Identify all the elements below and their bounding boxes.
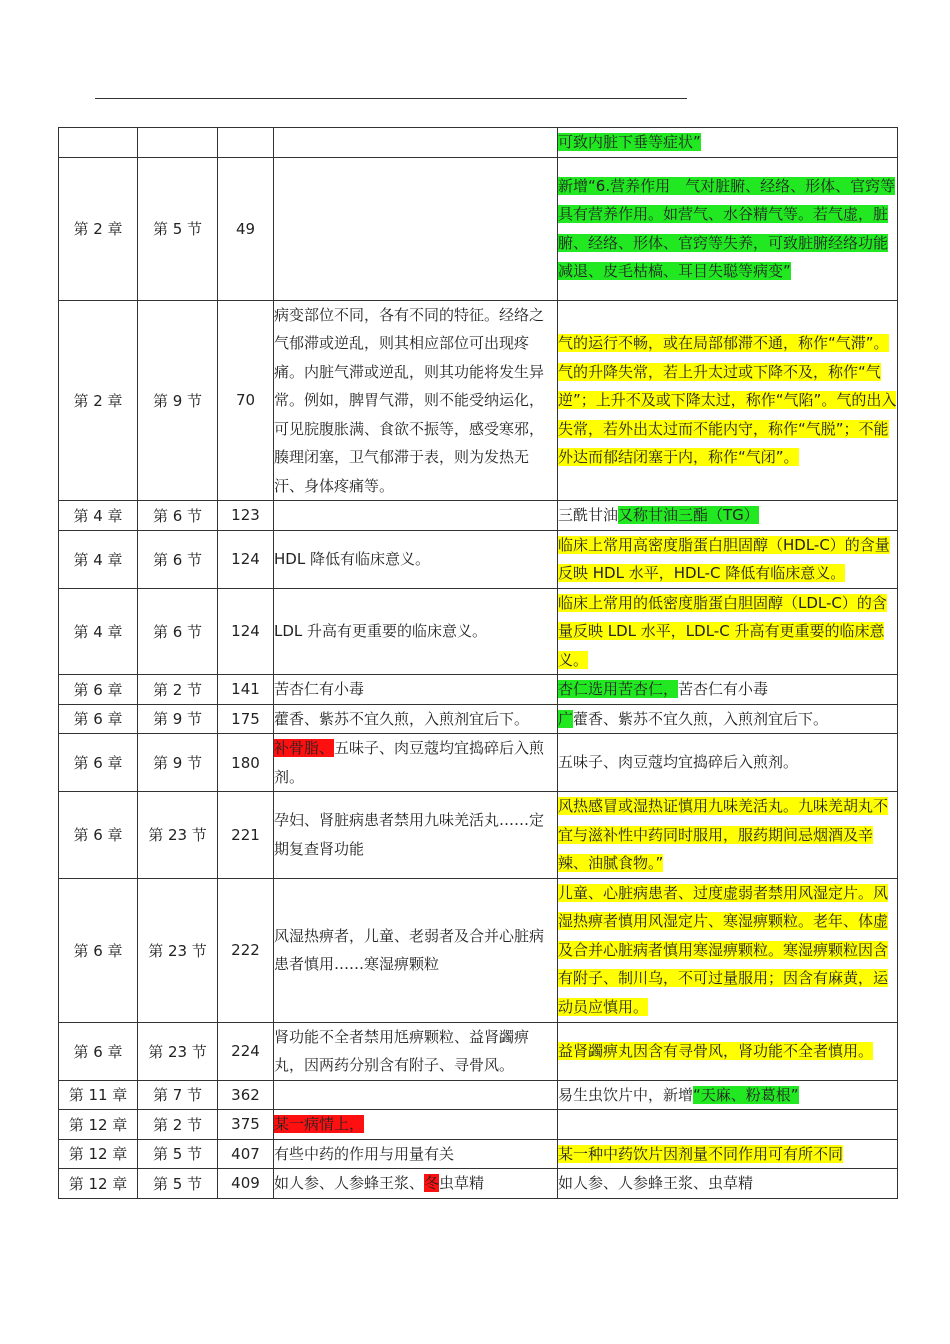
- text-segment: 苦杏仁有小毒: [274, 680, 365, 698]
- revised-text-cell: [558, 1080, 898, 1110]
- page-cell: 409: [218, 1169, 274, 1199]
- header-rule: [95, 98, 687, 99]
- original-text-cell: [274, 530, 558, 588]
- section-cell: 第 6 节: [138, 501, 218, 531]
- page-cell: 221: [218, 792, 274, 879]
- chapter-cell: 第 2 章: [59, 300, 138, 501]
- chapter-cell: 第 11 章: [59, 1080, 138, 1110]
- text-segment: LDL 升高有更重要的临床意义。: [274, 622, 488, 640]
- original-text-cell: [274, 1080, 558, 1110]
- errata-table-body: [59, 128, 898, 1199]
- chapter-cell: 第 6 章: [59, 1022, 138, 1080]
- table-row: [59, 1022, 898, 1080]
- text-segment: 藿香、紫苏不宜久煎，入煎剂宜后下。: [573, 709, 829, 728]
- text-segment: 肾功能不全者禁用尪痹颗粒、益肾蠲痹丸，因两药分别含有附子、寻骨风。: [274, 1027, 530, 1074]
- highlighted-text: 益肾蠲痹丸因含有寻骨风，肾功能不全者慎用。: [558, 1041, 874, 1060]
- section-cell: 第 6 节: [138, 530, 218, 588]
- chapter-cell: 第 12 章: [59, 1169, 138, 1199]
- table-row: [59, 878, 898, 1022]
- table-row: [59, 501, 898, 531]
- text-segment: 五味子、肉豆蔻均宜捣碎后入煎剂。: [274, 739, 545, 786]
- original-text-cell: [274, 588, 558, 675]
- page-cell: 49: [218, 157, 274, 300]
- page-cell: 70: [218, 300, 274, 501]
- original-text-cell: [274, 501, 558, 531]
- text-segment: HDL 降低有临床意义。: [274, 549, 430, 568]
- page-cell: 175: [218, 704, 274, 734]
- section-cell: 第 7 节: [138, 1080, 218, 1110]
- section-cell: 第 9 节: [138, 734, 218, 792]
- text-segment: 易生虫饮片中，新增: [558, 1085, 694, 1104]
- page-cell: 180: [218, 734, 274, 792]
- table-row: [59, 1110, 898, 1140]
- revised-text-cell: [558, 792, 898, 879]
- revised-text-cell: [558, 878, 898, 1022]
- section-cell: [138, 128, 218, 158]
- section-cell: 第 23 节: [138, 878, 218, 1022]
- revised-text-cell: [558, 1110, 898, 1140]
- original-text-cell: [274, 734, 558, 792]
- text-segment: 如人参、人参蜂王浆、虫草精: [558, 1174, 754, 1192]
- highlighted-text: 儿童、心脏病患者、过度虚弱者禁用风湿定片。风湿热痹者慎用风湿定片、寒湿痹颗粒。老年、体虚及合并心脏病者慎用寒湿痹颗粒。寒湿痹颗粒因含有附子、制川乌，不可过量服用；因含有麻黄，运动员应慎用。: [558, 883, 889, 1016]
- original-text-cell: [274, 128, 558, 158]
- text-segment: 三酰甘油: [558, 506, 619, 524]
- table-row: [59, 300, 898, 501]
- section-cell: 第 5 节: [138, 1139, 218, 1169]
- chapter-cell: 第 4 章: [59, 530, 138, 588]
- table-row: [59, 157, 898, 300]
- table-row: [59, 675, 898, 705]
- table-row: [59, 128, 898, 158]
- table-row: [59, 1139, 898, 1169]
- chapter-cell: 第 6 章: [59, 675, 138, 705]
- text-segment: 如人参、人参蜂王浆、: [274, 1174, 425, 1192]
- errata-table: [58, 127, 898, 1199]
- original-text-cell: [274, 300, 558, 501]
- highlighted-text: 杏仁选用苦杏仁，: [558, 680, 679, 698]
- text-segment: 风湿热痹者，儿童、老弱者及合并心脏病患者慎用……寒湿痹颗粒: [274, 926, 545, 973]
- revised-text-cell: [558, 734, 898, 792]
- text-segment: 五味子、肉豆蔻均宜捣碎后入煎剂。: [558, 753, 799, 772]
- revised-text-cell: [558, 1139, 898, 1169]
- highlighted-text: “天麻、粉葛根”: [693, 1085, 799, 1104]
- chapter-cell: [59, 128, 138, 158]
- revised-text-cell: [558, 1022, 898, 1080]
- highlighted-text: 新增“6.营养作用 气对脏腑、经络、形体、官窍等具有营养作用。如营气、水谷精气等。若气虚，脏腑、经络、形体、官窍等失养，可致脏腑经络功能减退、皮毛枯槁、耳目失聪等病变”: [558, 176, 896, 280]
- chapter-cell: 第 6 章: [59, 704, 138, 734]
- highlighted-text: 广: [558, 709, 574, 728]
- chapter-cell: 第 4 章: [59, 501, 138, 531]
- chapter-cell: 第 6 章: [59, 878, 138, 1022]
- original-text-cell: [274, 704, 558, 734]
- highlighted-text: 某一病情上，: [274, 1115, 365, 1133]
- highlighted-text: 临床上常用的低密度脂蛋白胆固醇（LDL-C）的含量反映 LDL 水平，LDL-C 升高有更重要的临床意义。: [558, 593, 887, 669]
- chapter-cell: 第 6 章: [59, 792, 138, 879]
- table-row: [59, 588, 898, 675]
- text-segment: 病变部位不同，各有不同的特征。经络之气郁滞或逆乱，则其相应部位可出现疼痛。内脏气滞或逆乱，则其功能将发生异常。例如，脾胃气滞，则不能受纳运化，可见脘腹胀满、食欲不振等，感受寒邪，腠理闭塞，卫气郁滞于表，则为发热无汗、身体疼痛等。: [274, 305, 545, 495]
- revised-text-cell: [558, 300, 898, 501]
- section-cell: 第 2 节: [138, 1110, 218, 1140]
- table-row: [59, 1169, 898, 1199]
- text-segment: 藿香、紫苏不宜久煎，入煎剂宜后下。: [274, 709, 530, 728]
- chapter-cell: 第 6 章: [59, 734, 138, 792]
- section-cell: 第 5 节: [138, 157, 218, 300]
- highlighted-text: 气的运行不畅，或在局部郁滞不通，称作“气滞”。气的升降失常，若上升太过或下降不及，称作“气逆”；上升不及或下降太过，称作“气陷”。气的出入失常，若外出太过而不能内守，称作“气脱”；不能外达而郁结闭塞于内，称作“气闭”。: [558, 334, 897, 466]
- chapter-cell: 第 12 章: [59, 1110, 138, 1140]
- text-segment: 孕妇、肾脏病患者禁用九味羌活丸……定期复查肾功能: [274, 811, 545, 858]
- section-cell: 第 23 节: [138, 792, 218, 879]
- section-cell: 第 6 节: [138, 588, 218, 675]
- highlighted-text: 风热感冒或湿热证慎用九味羌活丸。九味羌胡丸不宜与滋补性中药同时服用，服药期间忌烟酒及辛辣、油腻食物。”: [558, 797, 889, 872]
- highlighted-text: 可致内脏下垂等症状”: [558, 133, 701, 151]
- text-segment: 有些中药的作用与用量有关: [274, 1144, 455, 1163]
- page-cell: 123: [218, 501, 274, 531]
- table-row: [59, 704, 898, 734]
- original-text-cell: [274, 792, 558, 879]
- section-cell: 第 9 节: [138, 704, 218, 734]
- highlighted-text: 临床上常用高密度脂蛋白胆固醇（HDL-C）的含量反映 HDL 水平，HDL-C 降低有临床意义。: [558, 535, 890, 582]
- revised-text-cell: [558, 530, 898, 588]
- page-cell: 375: [218, 1110, 274, 1140]
- original-text-cell: [274, 878, 558, 1022]
- original-text-cell: [274, 1110, 558, 1140]
- page-cell: 224: [218, 1022, 274, 1080]
- section-cell: 第 5 节: [138, 1169, 218, 1199]
- highlighted-text: 冬: [424, 1174, 440, 1192]
- chapter-cell: 第 2 章: [59, 157, 138, 300]
- chapter-cell: 第 12 章: [59, 1139, 138, 1169]
- section-cell: 第 9 节: [138, 300, 218, 501]
- original-text-cell: [274, 157, 558, 300]
- highlighted-text: 又称甘油三酯（TG）: [618, 506, 759, 524]
- text-segment: 苦杏仁有小毒: [678, 680, 769, 698]
- revised-text-cell: [558, 501, 898, 531]
- revised-text-cell: [558, 157, 898, 300]
- table-row: [59, 734, 898, 792]
- highlighted-text: 补骨脂、: [274, 739, 335, 757]
- chapter-cell: 第 4 章: [59, 588, 138, 675]
- revised-text-cell: [558, 704, 898, 734]
- section-cell: 第 23 节: [138, 1022, 218, 1080]
- table-row: [59, 530, 898, 588]
- revised-text-cell: [558, 128, 898, 158]
- section-cell: 第 2 节: [138, 675, 218, 705]
- text-segment: 虫草精: [439, 1174, 485, 1192]
- table-row: [59, 792, 898, 879]
- revised-text-cell: [558, 675, 898, 705]
- page-cell: 362: [218, 1080, 274, 1110]
- revised-text-cell: [558, 1169, 898, 1199]
- page-cell: 124: [218, 530, 274, 588]
- original-text-cell: [274, 1169, 558, 1199]
- page-cell: 222: [218, 878, 274, 1022]
- original-text-cell: [274, 1022, 558, 1080]
- original-text-cell: [274, 675, 558, 705]
- page-cell: 407: [218, 1139, 274, 1169]
- highlighted-text: 某一种中药饮片因剂量不同作用可有所不同: [558, 1144, 844, 1163]
- table-row: [59, 1080, 898, 1110]
- page-cell: [218, 128, 274, 158]
- page-cell: 141: [218, 675, 274, 705]
- revised-text-cell: [558, 588, 898, 675]
- original-text-cell: [274, 1139, 558, 1169]
- page-cell: 124: [218, 588, 274, 675]
